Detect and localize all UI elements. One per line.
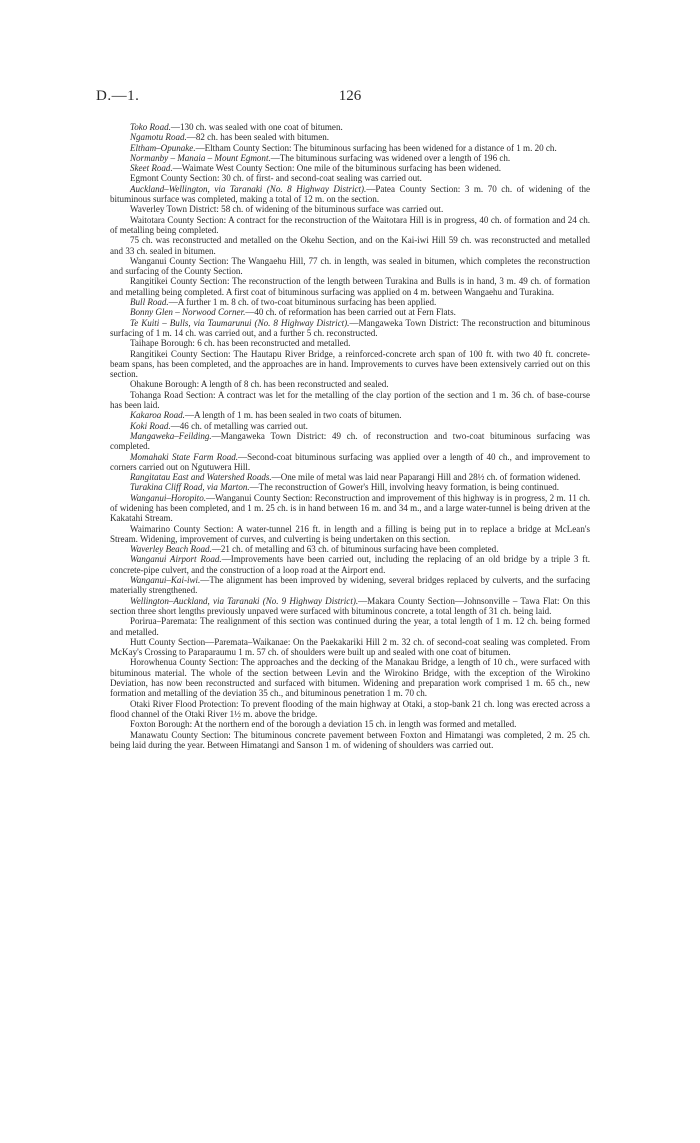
paragraph [110,235,590,256]
paragraph [110,390,590,411]
paragraph [110,524,590,545]
paragraph-text: —The bituminous surfacing was widened over a length of 196 ch. [270,152,511,163]
paragraph [110,452,590,473]
paragraph-heading: Momahaki State Farm Road. [130,451,239,462]
paragraph-text: —The alignment has been improved by widening, several bridges replaced by culverts, and the surfacing materially strengthened. [110,575,590,596]
paragraph [110,153,590,163]
paragraph-text: Otaki River Flood Protection: To prevent flooding of the main highway at Otaki, a stop-bank 21 ch. long was erected across a flood channel of the Otaki River 1½ m. above the bridge. [110,698,590,719]
paragraph-text: —40 ch. of reformation has been carried out at Fern Flats. [245,307,456,318]
paragraph [110,143,590,153]
paragraph [110,730,590,751]
paragraph-heading: Waverley Beach Road. [130,544,212,555]
paragraph [110,173,590,183]
paragraph [110,421,590,431]
paragraph [110,657,590,698]
paragraph-text: —Mangaweka Town District: 49 ch. of reconstruction and two-coat bituminous surfacing was completed. [110,430,590,452]
paragraph [110,297,590,307]
paragraph-text: —21 ch. of metalling and 63 ch. of bituminous surfacing have been completed. [211,544,499,555]
paragraph-text: Waimarino County Section: A water-tunnel 216 ft. in length and a filling is being put in to replace a bridge at McLean's Stream. Widening, improvement of curves, and culverting is being undertaken on this section. [110,523,590,544]
paragraph-text: —Patea County Section: 3 m. 70 ch. of widening of the bituminous surface was completed, making a total of 12 m. on the section. [110,183,590,205]
paragraph-heading: Rangitatau East and Watershed Roads. [130,472,272,483]
paragraph-text: —Makara County Section—Johnsonville – Tawa Flat: On this section three short lengths previously unpaved were surfaced with bituminous concrete, a total length of 31 ch. being laid. [110,595,590,616]
paragraph [110,482,590,492]
paragraph [110,318,590,339]
paragraph-text: —Eltham County Section: The bituminous surfacing has been widened for a distance of 1 m. 20 ch. [195,142,557,153]
paragraph-heading: Turakina Cliff Road, via Marton. [130,482,250,493]
paragraph [110,256,590,277]
paragraph-heading: Wanganui Airport Road. [130,554,222,565]
paragraph-text: —130 ch. was sealed with one coat of bitumen. [170,122,343,132]
paragraph-heading: Wanganui–Horopito. [130,492,206,503]
paragraph-heading: Bonny Glen – Norwood Corner. [130,307,246,318]
paragraph-text: —Waimate West County Section: One mile of the bituminous surfacing has been widened. [172,163,501,174]
paragraph-heading: Toko Road. [130,122,171,132]
paragraph-heading: Wellington–Auckland, via Taranaki (No. 9 Highway District). [130,595,359,606]
paragraph-text: Porirua–Paremata: The realignment of this section was continued during the year, a total length of 1 m. 12 ch. being formed and metalled. [110,616,590,637]
paragraph-text: Tohanga Road Section: A contract was let for the metalling of the clay portion of the section and 1 m. 36 ch. of base-course has been laid. [110,389,590,411]
paragraph-text: —46 ch. of metalling was carried out. [170,420,308,431]
paragraph-text: Foxton Borough: At the northern end of the borough a deviation 15 ch. in length was formed and metalled. [130,719,517,730]
paragraph-text: —82 ch. has been sealed with bitumen. [186,132,329,143]
paragraph [110,637,590,658]
paragraph-text: —Mangaweka Town District: The reconstruction and bituminous surfacing of 1 m. 14 ch. was carried out, and a further 5 ch. reconstructed. [110,317,590,338]
paragraph-heading: Skeet Road. [130,163,173,174]
paragraph-text: —A length of 1 m. has been sealed in two coats of bitumen. [184,410,402,421]
paragraph [110,122,590,132]
paragraph [110,184,590,205]
body-text [110,122,590,750]
paragraph-heading: Te Kuiti – Bulls, via Taumarunui (No. 8 Highway District). [130,317,350,328]
paragraph-text: Hutt County Section—Paremata–Waikanae: On the Paekakariki Hill 2 m. 32 ch. of second-coat sealing was completed. From McKay's Crossing to Paraparaumu 1 m. 57 ch. of shoulders were built up and sealed with one coat of bitumen. [110,636,590,658]
paragraph-text: —One mile of metal was laid near Paparangi Hill and 28½ ch. of formation widened. [271,472,581,483]
paragraph-text: Rangitikei County Section: The Hautapu River Bridge, a reinforced-concrete arch span of 100 ft. with two 40 ft. concrete-beam spans, has been completed, and the approaches are in hand. Improvements to curves have been extensively carried out on this section. [110,348,590,380]
paragraph-heading: Eltham–Opunake. [130,142,196,153]
document-reference: D.—1. [96,88,140,104]
paragraph [110,204,590,214]
paragraph-heading: Kakaroa Road. [130,410,185,421]
paragraph-text: Waitotara County Section: A contract for the reconstruction of the Waitotara Hill is in progress, 40 ch. of formation and 24 ch. of metalling being completed. [110,214,590,235]
paragraph-text: Manawatu County Section: The bituminous concrete pavement between Foxton and Himatangi was completed, 2 m. 25 ch. being laid during the year. Between Himatangi and Sanson 1 m. of widening of shoulders was carried out. [110,729,590,750]
paragraph [110,410,590,420]
paragraph [110,472,590,482]
page-number: 126 [338,88,362,104]
paragraph-heading: Normanby – Manaia – Mount Egmont. [130,152,271,163]
paragraph [110,215,590,236]
paragraph [110,493,590,524]
paragraph-text: —Improvements have been carried out, including the replacing of an old bridge by a triple 3 ft. concrete-pipe culvert, and the construction of a loop road at the Airport end. [110,554,590,575]
paragraph [110,163,590,173]
paragraph [110,379,590,389]
paragraph [110,616,590,637]
paragraph-text: Horowhenua County Section: The approaches and the decking of the Manakau Bridge, a length of 10 ch., were surfaced with bituminous material. The whole of the section between Levin and the Wirokino Bridge, with the exception of the Wirokino Deviation, has now been reconstructed and surfaced with bitumen. Widening and preparation work comprised 1 m. 65 ch., new formation and metalling of the deviation 35 ch., and bituminous penetration 1 m. 70 ch. [110,657,590,699]
paragraph [110,699,590,720]
paragraph-heading: Bull Road. [130,297,169,308]
paragraph [110,349,590,380]
paragraph [110,575,590,596]
paragraph-text: —A further 1 m. 8 ch. of two-coat bituminous surfacing has been applied. [168,297,437,308]
paragraph-text: Ohakune Borough: A length of 8 ch. has been reconstructed and sealed. [130,379,389,390]
paragraph [110,431,590,452]
paragraph-heading: Mangaweka–Feilding. [130,430,212,441]
paragraph-text: Wanganui County Section: The Wangaehu Hill, 77 ch. in length, was sealed in bitumen, which completes the reconstruction and surfacing of the County Section. [110,255,590,277]
paragraph-text: Waverley Town District: 58 ch. of widening of the bituminous surface was carried out. [130,204,444,215]
paragraph-heading: Auckland–Wellington, via Taranaki (No. 8 Highway District). [130,183,367,194]
paragraph-heading: Ngamotu Road. [130,132,187,143]
paragraph-heading: Koki Road. [130,420,171,431]
paragraph-text: 75 ch. was reconstructed and metalled on the Okehu Section, and on the Kai-iwi Hill 59 ch. was reconstructed and metalled and 33 ch. sealed in bitumen. [110,235,590,256]
paragraph [110,596,590,617]
paragraph [110,554,590,575]
paragraph [110,719,590,729]
paragraph-text: Rangitikei County Section: The reconstruction of the length between Turakina and Bulls is in hand, 3 m. 49 ch. of formation and metalling being completed. A first coat of bituminous surfacing was applied on 4 m. between Wangaehu and Turakina. [110,276,590,297]
paragraph [110,276,590,297]
paragraph [110,307,590,317]
paragraph-text: —Second-coat bituminous surfacing was applied over a length of 40 ch., and improvement to corners carried out on Ngutuwera Hill. [110,451,590,472]
paragraph [110,338,590,348]
paragraph-text: —The reconstruction of Gower's Hill, involving heavy formation, is being continued. [249,482,560,493]
paragraph-text: Taihape Borough: 6 ch. has been reconstructed and metalled. [130,338,351,349]
paragraph-heading: Wanganui–Kai-iwi. [130,575,201,586]
paragraph [110,544,590,554]
paragraph [110,132,590,142]
paragraph-text: —Wanganui County Section: Reconstruction and improvement of this highway is in progress, 2 m. 11 ch. of widening has been completed, and 1 m. 25 ch. is in hand between 16 m. and 34 m., and a large water-tunnel is being driven at the Kakatahi Stream. [110,492,590,524]
paragraph-text: Egmont County Section: 30 ch. of first- and second-coat sealing was carried out. [130,173,422,184]
